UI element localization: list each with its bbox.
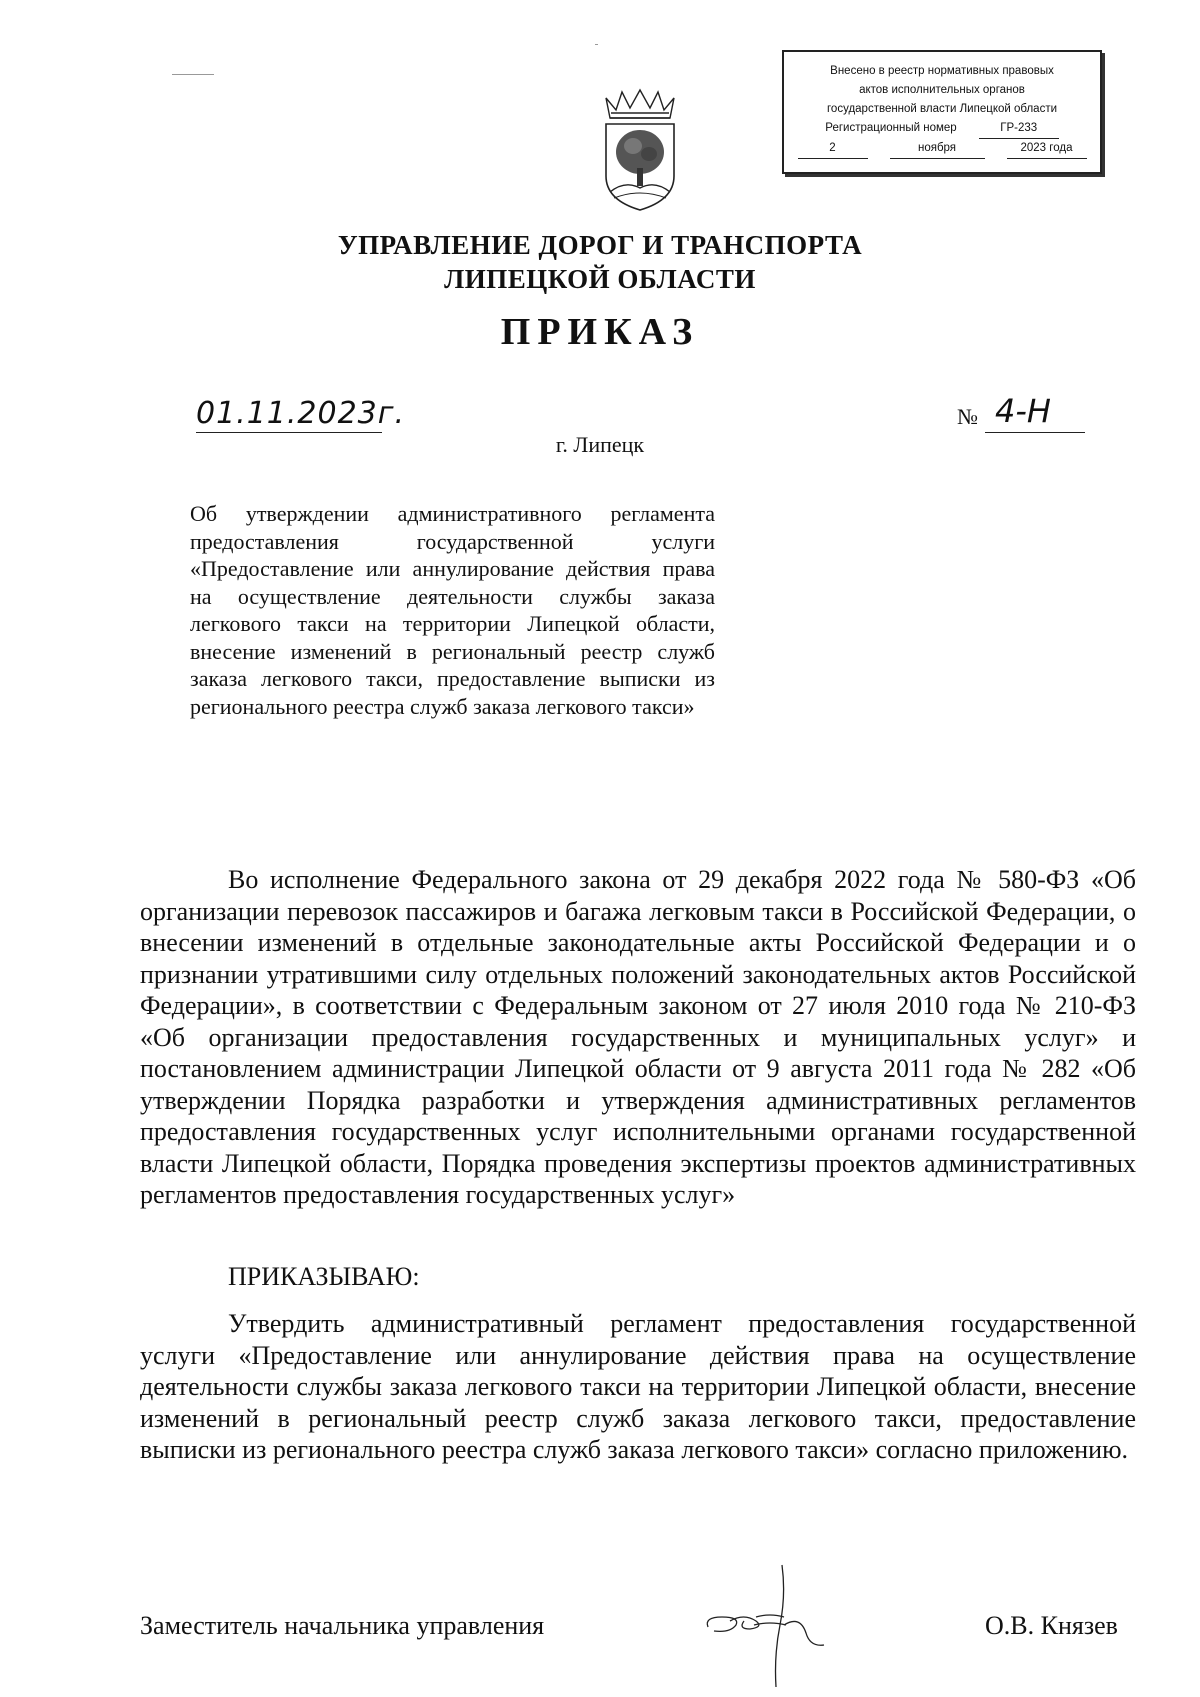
signatory-position: Заместитель начальника управления [140, 1611, 545, 1640]
stamp-reg-number: ГР-233 [979, 119, 1059, 139]
org-name-line-2: ЛИПЕЦКОЙ ОБЛАСТИ [444, 264, 756, 294]
registry-stamp [782, 50, 1102, 174]
stamp-line-1: Внесено в реестр нормативных правовых [830, 65, 1054, 77]
stamp-reg-label: Регистрационный номер [825, 122, 957, 134]
preamble-paragraph: Во исполнение Федерального закона от 29 декабря 2022 года № 580-ФЗ «Об организации перевозок пассажиров и багажа легковым такси в Российской Федерации, о внесении изменений в отдельные законодательные акты Российской Федерации и о признании утратившими силу отдельных положений законодательных актов Российской Федерации», в соответствии с Федеральным законом от 27 июля 2010 года № 210-ФЗ «Об организации предоставления государственных и муниципальных услуг» и постановлением администрации Липецкой области от 9 августа 2011 года № 282 «Об утверждении Порядка разработки и утверждения административных регламентов предоставления государственных услуг исполнительными органами государственной власти Липецкой области, Порядка проведения экспертизы проектов административных регламентов предоставления государственных услуг» [140, 865, 1136, 1209]
scan-mark [595, 44, 598, 45]
signatory-name: О.В. Князев [985, 1611, 1118, 1640]
number-sign: № [957, 404, 978, 429]
stamp-date-row [784, 139, 1100, 159]
city: г. Липецк [555, 432, 645, 457]
scan-mark [172, 74, 214, 75]
document-subject: Об утверждении административного регламента предоставления государственной услуги «Предоставление или аннулирование действия права на осуществление деятельности службы заказа легкового такси на территории Липецкой области, внесение изменений в региональный реестр служб заказа легкового такси, предоставление выписки из регионального реестра служб заказа легкового такси» [190, 501, 715, 719]
order-paragraph: Утвердить административный регламент предоставления государственной услуги «Предоставление или аннулирование действия права на осуществление деятельности службы заказа легкового такси на территории Липецкой области, внесение изменений в региональный реестр служб заказа легкового такси, предоставление выписки из регионального реестра служб заказа легкового такси» согласно приложению. [140, 1309, 1136, 1464]
coat-of-arms-icon [600, 88, 680, 213]
document-number: 4-Н [995, 392, 1051, 430]
handwritten-signature-icon [700, 1555, 840, 1695]
stamp-line-3: государственной власти Липецкой области [826, 103, 1058, 115]
stamp-day: 2 [798, 139, 868, 159]
stamp-year: 2023 года [1007, 139, 1087, 159]
stamp-line-2: актов исполнительных органов [859, 84, 1025, 96]
org-name-line-1: УПРАВЛЕНИЕ ДОРОГ И ТРАНСПОРТА [337, 230, 863, 260]
stamp-month: ноября [890, 139, 985, 159]
document-date: 01.11.2023г. [196, 396, 406, 431]
stamp-reg-row [784, 119, 1100, 139]
document-type: ПРИКАЗ [500, 311, 700, 353]
order-word: ПРИКАЗЫВАЮ: [228, 1262, 420, 1291]
